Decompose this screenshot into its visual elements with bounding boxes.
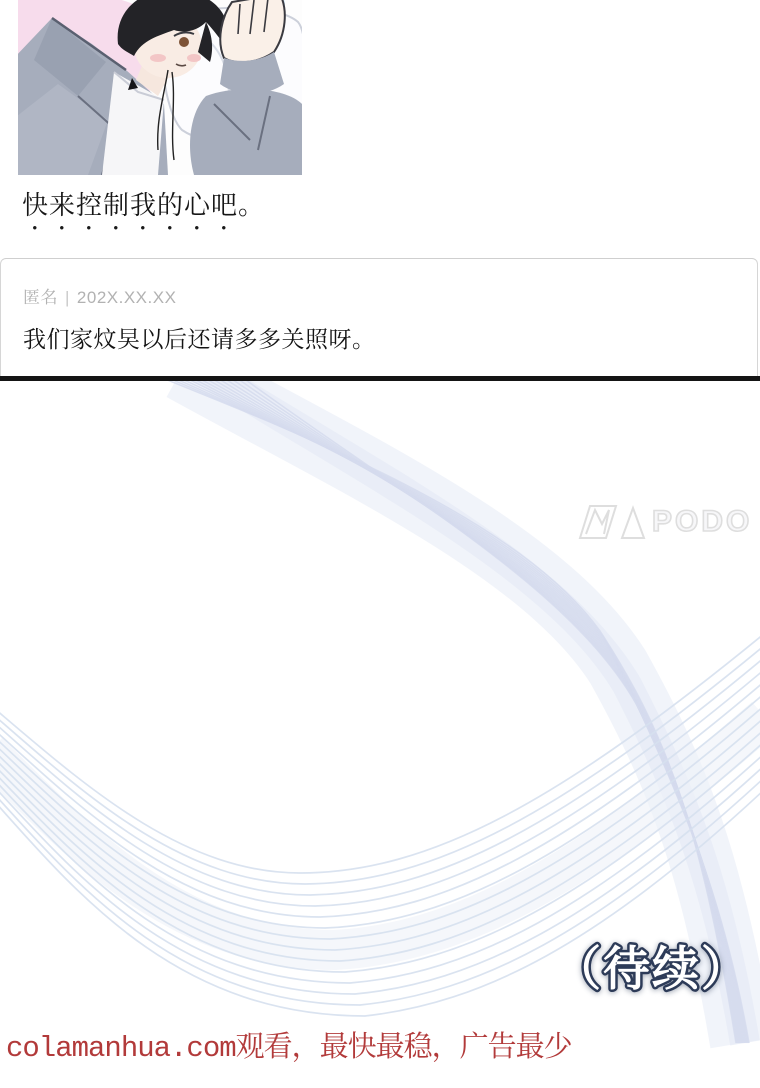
podo-brand-text: PODO xyxy=(652,505,753,538)
podo-logo-icon xyxy=(576,502,646,542)
comic-panel-illustration xyxy=(18,0,302,175)
caption-period: 。 xyxy=(238,190,266,220)
comment-message: 我们家炆旲以后还请多多关照呀。 xyxy=(23,326,376,352)
caption-emphasized-text: 快来控制我的心吧 xyxy=(22,190,239,220)
to-be-continued-badge xyxy=(552,936,752,1002)
caption-line xyxy=(22,188,265,235)
meta-separator: | xyxy=(65,288,70,307)
comment-author: 匿名 xyxy=(23,288,58,307)
to-be-continued-text: （待续） xyxy=(554,942,750,995)
comic-panel-image xyxy=(18,0,302,175)
site-notice-text: colamanhua.com观看，最快最稳，广告最少 xyxy=(6,1032,572,1065)
comment-meta xyxy=(23,283,757,308)
podo-watermark xyxy=(576,502,752,542)
comment-date: 202X.XX.XX xyxy=(76,288,177,307)
comment-card xyxy=(0,258,758,376)
